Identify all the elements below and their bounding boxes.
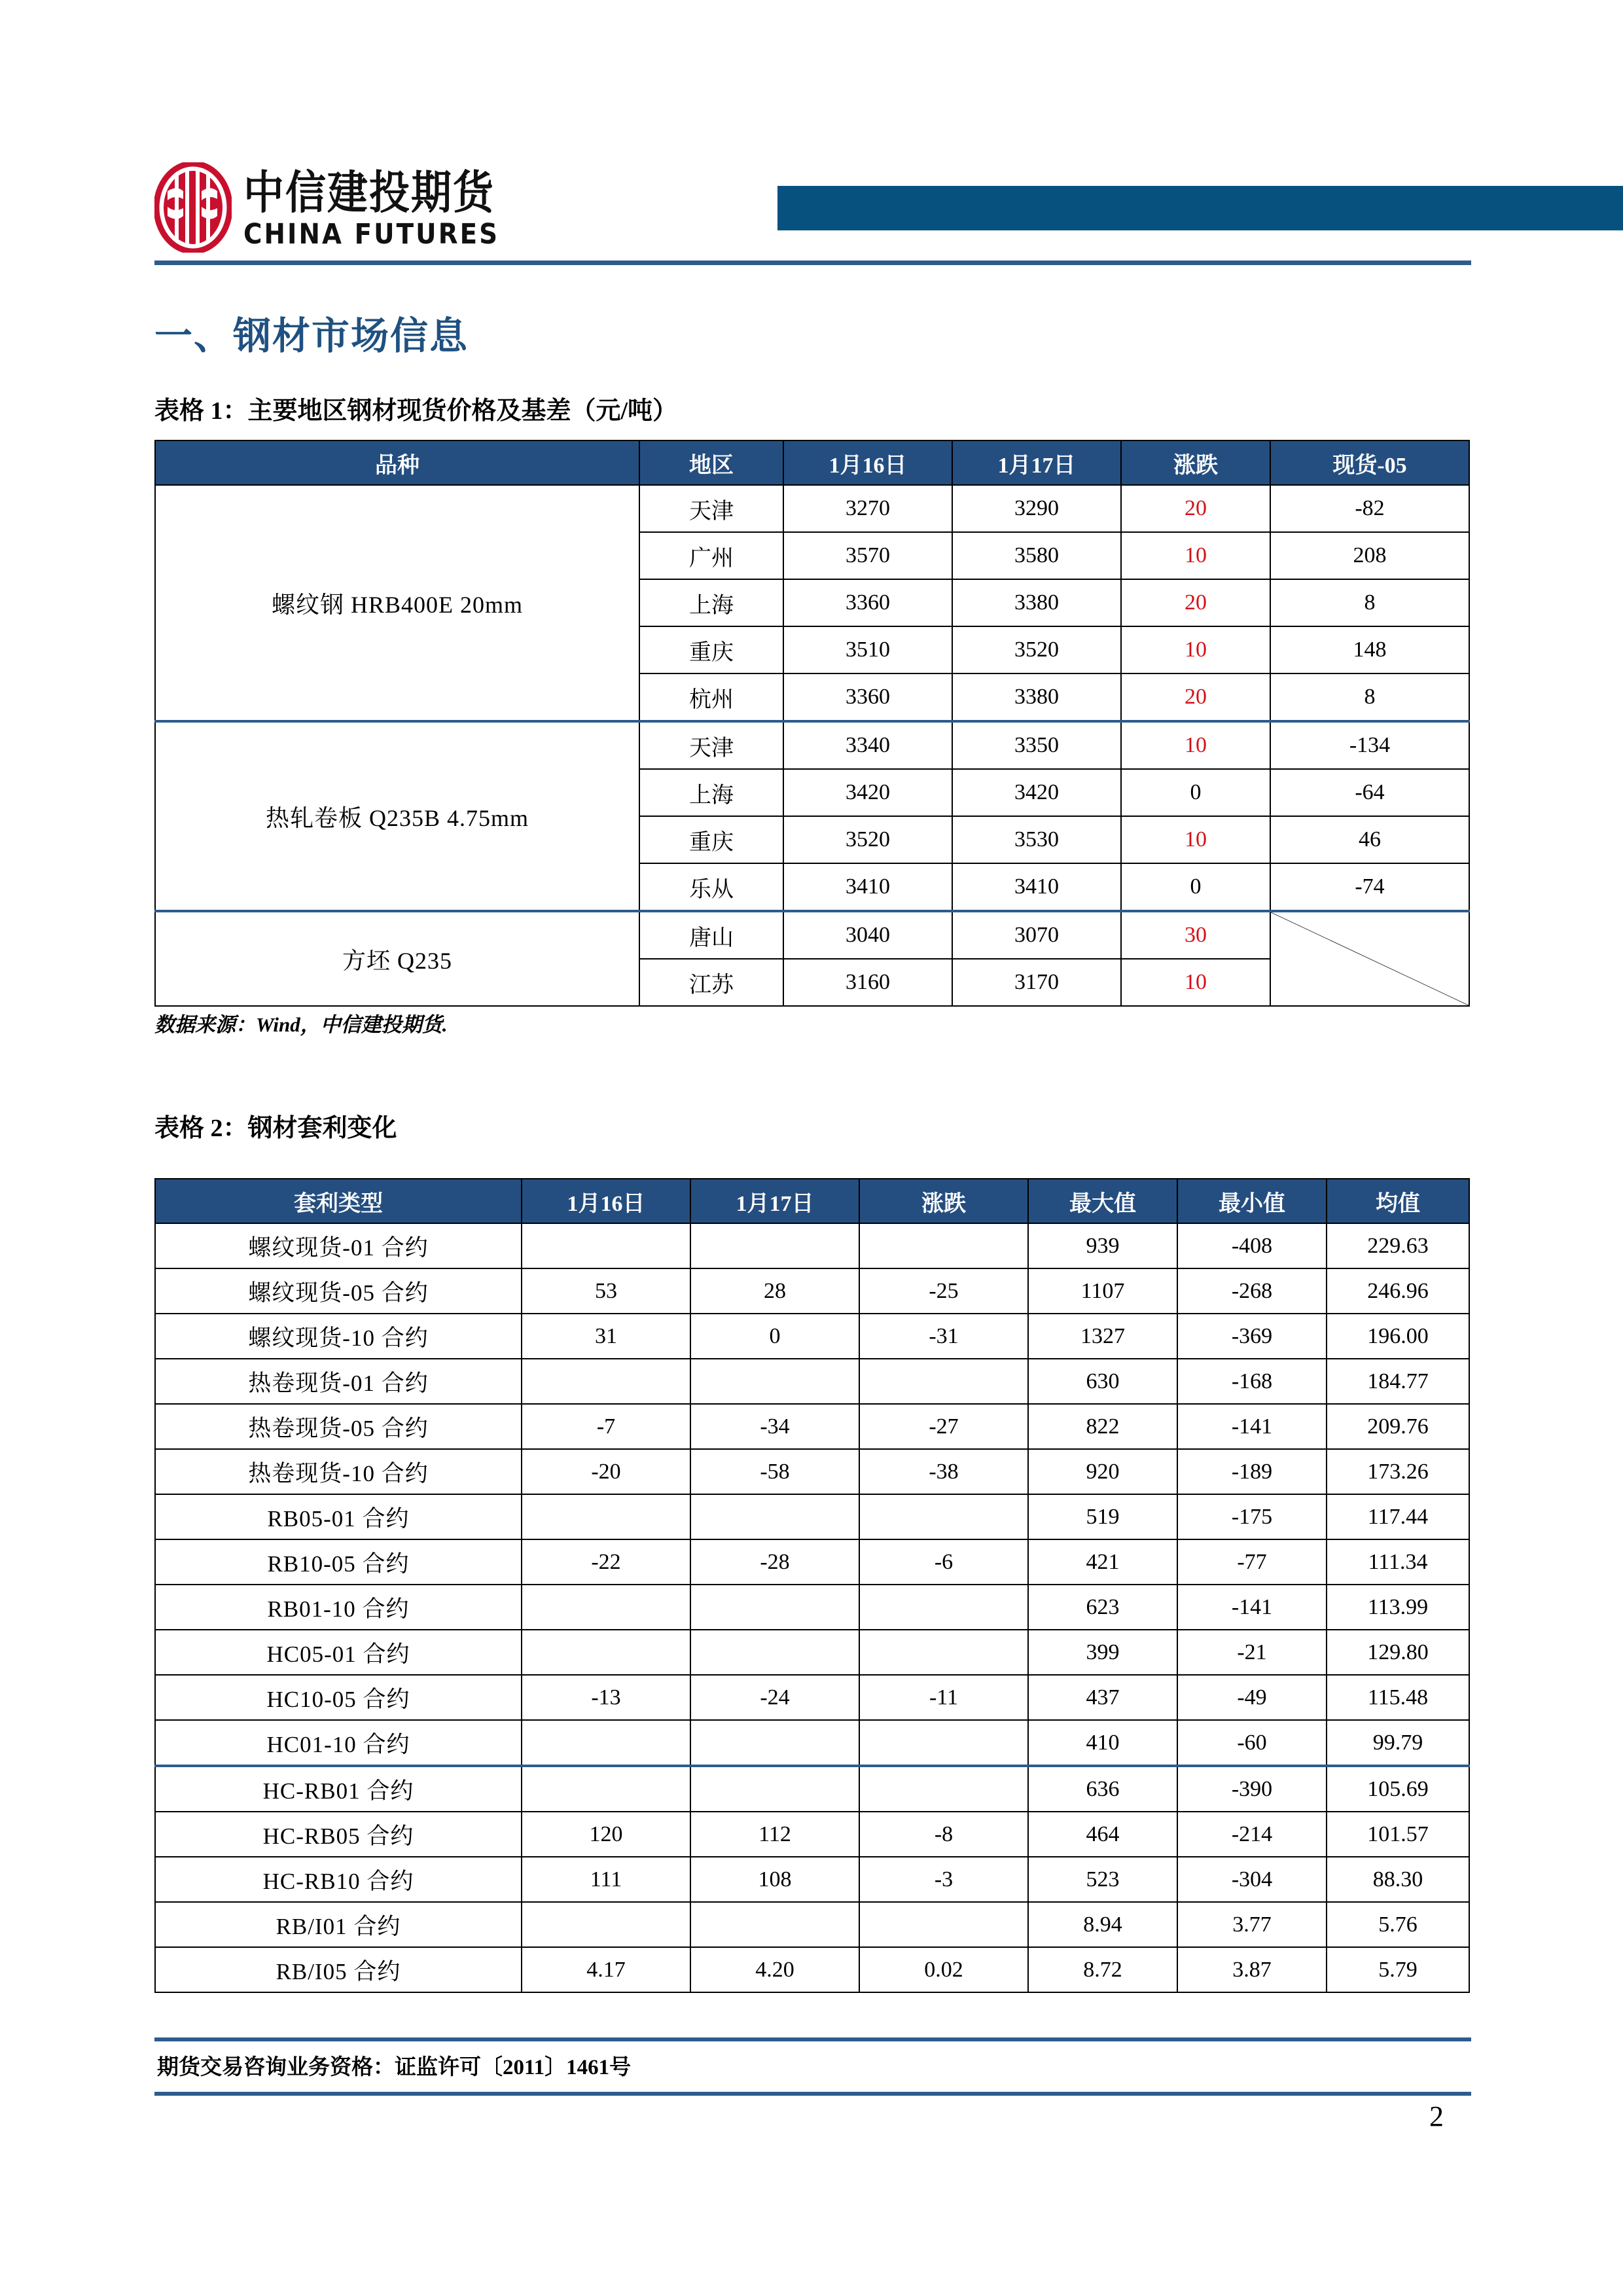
min-value-cell: -369 — [1177, 1314, 1327, 1359]
table2-caption: 表格 2：钢材套利变化 — [154, 1115, 397, 1142]
footer-bottom-rule — [154, 2092, 1471, 2096]
change-cell: 0 — [1121, 863, 1270, 911]
table-row — [155, 1720, 1469, 1766]
arbitrage-type-cell: RB/I01 合约 — [155, 1902, 522, 1947]
avg-value-cell: 5.76 — [1327, 1902, 1469, 1947]
avg-value-cell: 111.34 — [1327, 1539, 1469, 1585]
arbitrage-type-cell: 热卷现货-10 合约 — [155, 1449, 522, 1494]
min-value-cell: -77 — [1177, 1539, 1327, 1585]
max-value-cell: 920 — [1028, 1449, 1177, 1494]
min-value-cell: -141 — [1177, 1585, 1327, 1630]
change-cell: 0.02 — [859, 1947, 1028, 1992]
value-jan16-cell — [522, 1494, 690, 1539]
table-row — [155, 1630, 1469, 1675]
table-row — [155, 1857, 1469, 1902]
change-cell: -6 — [859, 1539, 1028, 1585]
region-cell: 重庆 — [639, 626, 783, 673]
price-jan16-cell: 3270 — [783, 485, 952, 532]
table-row — [155, 1494, 1469, 1539]
min-value-cell: -60 — [1177, 1720, 1327, 1766]
value-jan16-cell: -13 — [522, 1675, 690, 1720]
value-jan17-cell — [690, 1902, 859, 1947]
section-heading: 一、钢材市场信息 — [154, 314, 469, 358]
price-jan17-cell: 3520 — [952, 626, 1121, 673]
table-row — [155, 1359, 1469, 1404]
avg-value-cell: 196.00 — [1327, 1314, 1469, 1359]
region-cell: 天津 — [639, 485, 783, 532]
price-jan16-cell: 3520 — [783, 816, 952, 863]
table2-col-min: 最小值 — [1177, 1179, 1327, 1223]
change-cell: 10 — [1121, 721, 1270, 769]
value-jan16-cell: 120 — [522, 1812, 690, 1857]
table-row — [155, 1675, 1469, 1720]
value-jan17-cell: 28 — [690, 1268, 859, 1314]
change-cell: -25 — [859, 1268, 1028, 1314]
table-row — [155, 1539, 1469, 1585]
min-value-cell: -141 — [1177, 1404, 1327, 1449]
arbitrage-type-cell: HC-RB01 合约 — [155, 1766, 522, 1812]
value-jan17-cell — [690, 1585, 859, 1630]
arbitrage-type-cell: RB01-10 合约 — [155, 1585, 522, 1630]
value-jan16-cell: 53 — [522, 1268, 690, 1314]
change-cell — [859, 1902, 1028, 1947]
table1-caption: 表格 1：主要地区钢材现货价格及基差（元/吨） — [154, 397, 678, 425]
min-value-cell: -390 — [1177, 1766, 1327, 1812]
avg-value-cell: 115.48 — [1327, 1675, 1469, 1720]
arbitrage-type-cell: HC-RB10 合约 — [155, 1857, 522, 1902]
avg-value-cell: 101.57 — [1327, 1812, 1469, 1857]
value-jan16-cell — [522, 1902, 690, 1947]
region-cell: 唐山 — [639, 911, 783, 959]
change-cell: 10 — [1121, 532, 1270, 579]
table1-col-basis: 现货-05 — [1270, 440, 1469, 485]
footer-qualification-text: 期货交易咨询业务资格：证监许可〔2011〕1461号 — [157, 2056, 632, 2079]
change-cell: 10 — [1121, 816, 1270, 863]
min-value-cell: -304 — [1177, 1857, 1327, 1902]
table-row — [155, 1902, 1469, 1947]
max-value-cell: 939 — [1028, 1223, 1177, 1268]
basis-cell: 46 — [1270, 816, 1469, 863]
price-jan16-cell: 3410 — [783, 863, 952, 911]
max-value-cell: 8.72 — [1028, 1947, 1177, 1992]
price-jan17-cell: 3350 — [952, 721, 1121, 769]
change-cell — [859, 1494, 1028, 1539]
change-cell — [859, 1720, 1028, 1766]
value-jan16-cell: -22 — [522, 1539, 690, 1585]
avg-value-cell: 88.30 — [1327, 1857, 1469, 1902]
change-cell: -3 — [859, 1857, 1028, 1902]
change-cell — [859, 1630, 1028, 1675]
value-jan16-cell — [522, 1720, 690, 1766]
avg-value-cell: 105.69 — [1327, 1766, 1469, 1812]
table-row — [155, 1314, 1469, 1359]
table1-col-change: 涨跌 — [1121, 440, 1270, 485]
avg-value-cell: 246.96 — [1327, 1268, 1469, 1314]
table-row — [155, 1947, 1469, 1992]
table1-header-row — [155, 440, 1469, 485]
change-cell: -31 — [859, 1314, 1028, 1359]
basis-cell: 148 — [1270, 626, 1469, 673]
change-cell: -27 — [859, 1404, 1028, 1449]
arbitrage-type-cell: HC-RB05 合约 — [155, 1812, 522, 1857]
basis-cell-empty-diagonal — [1270, 911, 1469, 1006]
table1-source-note: 数据来源：Wind，中信建投期货. — [154, 1013, 448, 1036]
change-cell: -11 — [859, 1675, 1028, 1720]
price-jan16-cell: 3510 — [783, 626, 952, 673]
change-cell: -8 — [859, 1812, 1028, 1857]
price-jan16-cell: 3420 — [783, 769, 952, 816]
arbitrage-table — [154, 1178, 1470, 1993]
value-jan16-cell — [522, 1630, 690, 1675]
price-jan17-cell: 3070 — [952, 911, 1121, 959]
arbitrage-type-cell: HC05-01 合约 — [155, 1630, 522, 1675]
value-jan16-cell: 4.17 — [522, 1947, 690, 1992]
basis-cell: -64 — [1270, 769, 1469, 816]
table-row — [155, 485, 1469, 532]
avg-value-cell: 173.26 — [1327, 1449, 1469, 1494]
arbitrage-type-cell: 热卷现货-01 合约 — [155, 1359, 522, 1404]
table-row — [155, 1268, 1469, 1314]
table-row — [155, 1766, 1469, 1812]
table-row — [155, 1812, 1469, 1857]
value-jan17-cell — [690, 1720, 859, 1766]
table2-col-change: 涨跌 — [859, 1179, 1028, 1223]
region-cell: 上海 — [639, 579, 783, 626]
max-value-cell: 822 — [1028, 1404, 1177, 1449]
max-value-cell: 623 — [1028, 1585, 1177, 1630]
arbitrage-type-cell: HC01-10 合约 — [155, 1720, 522, 1766]
max-value-cell: 1327 — [1028, 1314, 1177, 1359]
min-value-cell: -49 — [1177, 1675, 1327, 1720]
value-jan17-cell: 112 — [690, 1812, 859, 1857]
price-jan17-cell: 3580 — [952, 532, 1121, 579]
price-jan16-cell: 3160 — [783, 959, 952, 1006]
change-cell: 20 — [1121, 485, 1270, 532]
table-row — [155, 1585, 1469, 1630]
value-jan16-cell: 31 — [522, 1314, 690, 1359]
value-jan16-cell — [522, 1766, 690, 1812]
basis-cell: -82 — [1270, 485, 1469, 532]
value-jan16-cell: -7 — [522, 1404, 690, 1449]
max-value-cell: 630 — [1028, 1359, 1177, 1404]
change-cell: 20 — [1121, 673, 1270, 721]
value-jan16-cell: 111 — [522, 1857, 690, 1902]
basis-cell: -134 — [1270, 721, 1469, 769]
value-jan16-cell — [522, 1585, 690, 1630]
price-jan16-cell: 3570 — [783, 532, 952, 579]
table2-header-row — [155, 1179, 1469, 1223]
arbitrage-type-cell: RB10-05 合约 — [155, 1539, 522, 1585]
table-row — [155, 1404, 1469, 1449]
avg-value-cell: 99.79 — [1327, 1720, 1469, 1766]
change-cell: 10 — [1121, 626, 1270, 673]
page-number: 2 — [1429, 2100, 1444, 2132]
value-jan17-cell — [690, 1223, 859, 1268]
max-value-cell: 8.94 — [1028, 1902, 1177, 1947]
region-cell: 杭州 — [639, 673, 783, 721]
variety-cell: 螺纹钢 HRB400E 20mm — [155, 485, 639, 721]
arbitrage-type-cell: 热卷现货-05 合约 — [155, 1404, 522, 1449]
price-jan16-cell: 3360 — [783, 673, 952, 721]
region-cell: 上海 — [639, 769, 783, 816]
table1-col-variety: 品种 — [155, 440, 639, 485]
max-value-cell: 636 — [1028, 1766, 1177, 1812]
min-value-cell: -189 — [1177, 1449, 1327, 1494]
arbitrage-type-cell: 螺纹现货-10 合约 — [155, 1314, 522, 1359]
value-jan17-cell — [690, 1630, 859, 1675]
value-jan17-cell: -58 — [690, 1449, 859, 1494]
arbitrage-type-cell: RB/I05 合约 — [155, 1947, 522, 1992]
price-jan17-cell: 3380 — [952, 673, 1121, 721]
max-value-cell: 399 — [1028, 1630, 1177, 1675]
value-jan17-cell — [690, 1494, 859, 1539]
basis-cell: 8 — [1270, 579, 1469, 626]
value-jan17-cell: 108 — [690, 1857, 859, 1902]
price-jan17-cell: 3420 — [952, 769, 1121, 816]
table2-col-type: 套利类型 — [155, 1179, 522, 1223]
basis-cell: 208 — [1270, 532, 1469, 579]
change-cell: 10 — [1121, 959, 1270, 1006]
change-cell — [859, 1585, 1028, 1630]
avg-value-cell: 5.79 — [1327, 1947, 1469, 1992]
change-cell: -38 — [859, 1449, 1028, 1494]
table2-col-avg: 均值 — [1327, 1179, 1469, 1223]
price-jan17-cell: 3290 — [952, 485, 1121, 532]
change-cell — [859, 1766, 1028, 1812]
max-value-cell: 523 — [1028, 1857, 1177, 1902]
region-cell: 重庆 — [639, 816, 783, 863]
max-value-cell: 519 — [1028, 1494, 1177, 1539]
min-value-cell: -408 — [1177, 1223, 1327, 1268]
variety-cell: 热轧卷板 Q235B 4.75mm — [155, 721, 639, 911]
value-jan17-cell: 0 — [690, 1314, 859, 1359]
basis-cell: -74 — [1270, 863, 1469, 911]
value-jan17-cell: 4.20 — [690, 1947, 859, 1992]
spot-price-table — [154, 440, 1470, 1007]
min-value-cell: 3.77 — [1177, 1902, 1327, 1947]
min-value-cell: -21 — [1177, 1630, 1327, 1675]
max-value-cell: 437 — [1028, 1675, 1177, 1720]
max-value-cell: 410 — [1028, 1720, 1177, 1766]
value-jan16-cell — [522, 1359, 690, 1404]
price-jan17-cell: 3380 — [952, 579, 1121, 626]
max-value-cell: 1107 — [1028, 1268, 1177, 1314]
page-header — [154, 162, 1469, 260]
arbitrage-type-cell: 螺纹现货-05 合约 — [155, 1268, 522, 1314]
value-jan17-cell: -24 — [690, 1675, 859, 1720]
header-accent-bar — [777, 186, 1623, 230]
value-jan17-cell — [690, 1766, 859, 1812]
footer-top-rule — [154, 2037, 1471, 2041]
price-jan17-cell: 3410 — [952, 863, 1121, 911]
avg-value-cell: 229.63 — [1327, 1223, 1469, 1268]
arbitrage-type-cell: RB05-01 合约 — [155, 1494, 522, 1539]
max-value-cell: 464 — [1028, 1812, 1177, 1857]
table2-col-jan16: 1月16日 — [522, 1179, 690, 1223]
variety-cell: 方坯 Q235 — [155, 911, 639, 1006]
value-jan17-cell: -34 — [690, 1404, 859, 1449]
avg-value-cell: 209.76 — [1327, 1404, 1469, 1449]
change-cell — [859, 1359, 1028, 1404]
min-value-cell: -175 — [1177, 1494, 1327, 1539]
table-row — [155, 1223, 1469, 1268]
region-cell: 天津 — [639, 721, 783, 769]
table-row — [155, 721, 1469, 769]
min-value-cell: -168 — [1177, 1359, 1327, 1404]
price-jan17-cell: 3170 — [952, 959, 1121, 1006]
logo-wordmark — [243, 166, 500, 250]
min-value-cell: 3.87 — [1177, 1947, 1327, 1992]
logo-chinese-name: 中信建投期货 — [243, 166, 495, 220]
header-divider-rule — [154, 260, 1471, 265]
max-value-cell: 421 — [1028, 1539, 1177, 1585]
table-row — [155, 1449, 1469, 1494]
table1-col-jan16: 1月16日 — [783, 440, 952, 485]
avg-value-cell: 129.80 — [1327, 1630, 1469, 1675]
price-jan16-cell: 3360 — [783, 579, 952, 626]
citic-emblem-icon — [154, 162, 232, 253]
price-jan16-cell: 3340 — [783, 721, 952, 769]
value-jan16-cell — [522, 1223, 690, 1268]
avg-value-cell: 117.44 — [1327, 1494, 1469, 1539]
table-row — [155, 911, 1469, 959]
value-jan16-cell: -20 — [522, 1449, 690, 1494]
company-logo — [154, 162, 500, 253]
region-cell: 江苏 — [639, 959, 783, 1006]
arbitrage-type-cell: 螺纹现货-01 合约 — [155, 1223, 522, 1268]
avg-value-cell: 113.99 — [1327, 1585, 1469, 1630]
price-jan16-cell: 3040 — [783, 911, 952, 959]
change-cell: 20 — [1121, 579, 1270, 626]
table2-col-jan17: 1月17日 — [690, 1179, 859, 1223]
region-cell: 广州 — [639, 532, 783, 579]
avg-value-cell: 184.77 — [1327, 1359, 1469, 1404]
change-cell: 0 — [1121, 769, 1270, 816]
min-value-cell: -214 — [1177, 1812, 1327, 1857]
price-jan17-cell: 3530 — [952, 816, 1121, 863]
basis-cell: 8 — [1270, 673, 1469, 721]
value-jan17-cell — [690, 1359, 859, 1404]
table1-col-jan17: 1月17日 — [952, 440, 1121, 485]
change-cell: 30 — [1121, 911, 1270, 959]
min-value-cell: -268 — [1177, 1268, 1327, 1314]
region-cell: 乐从 — [639, 863, 783, 911]
value-jan17-cell: -28 — [690, 1539, 859, 1585]
logo-english-name: CHINA FUTURES — [243, 217, 500, 250]
table2-col-max: 最大值 — [1028, 1179, 1177, 1223]
arbitrage-type-cell: HC10-05 合约 — [155, 1675, 522, 1720]
table1-col-region: 地区 — [639, 440, 783, 485]
change-cell — [859, 1223, 1028, 1268]
